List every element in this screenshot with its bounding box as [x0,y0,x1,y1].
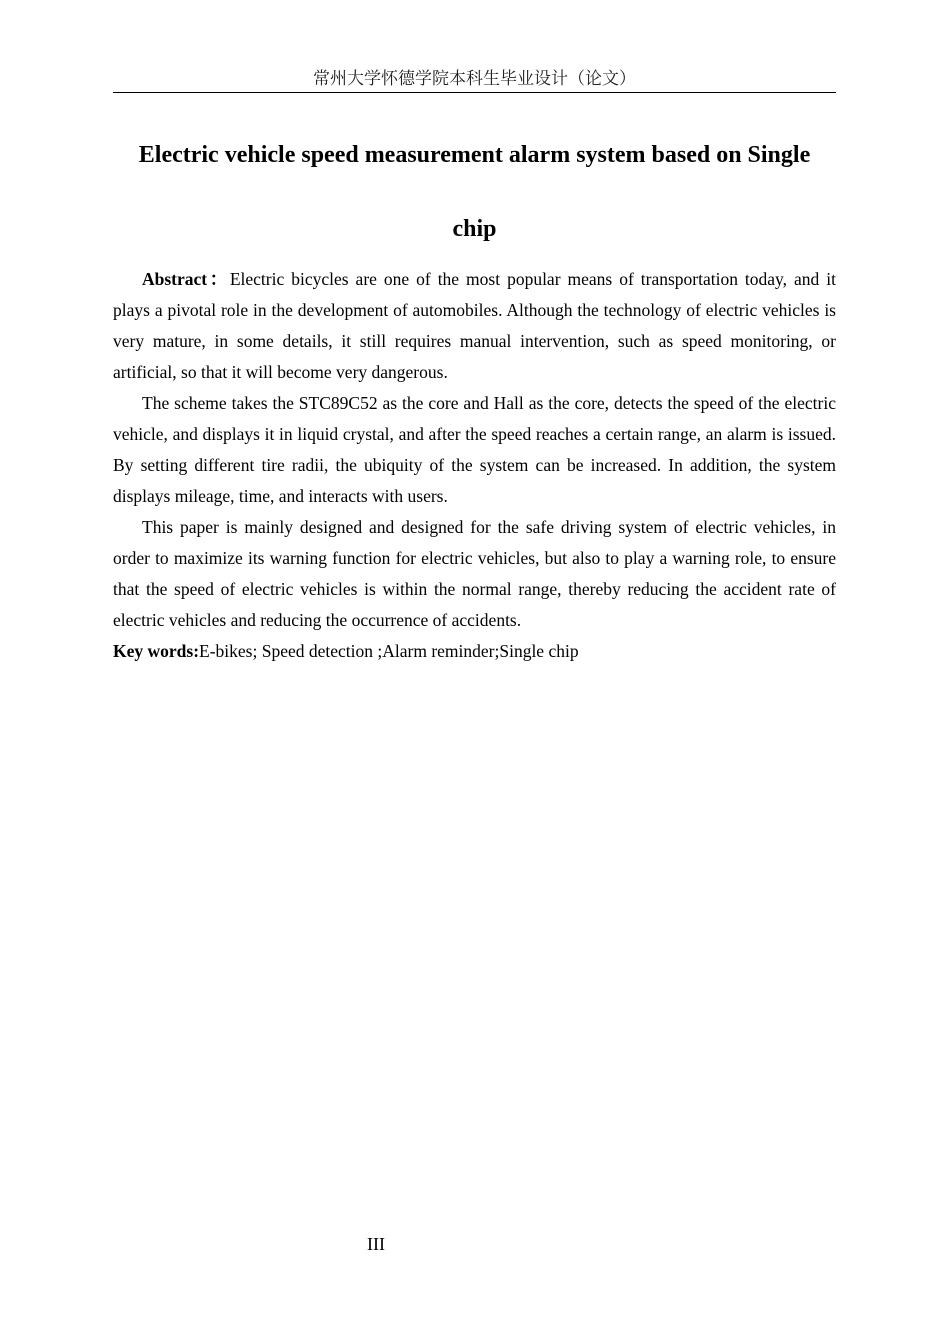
title-line-2: chip [452,216,497,242]
abstract-paragraph-1 [113,264,836,388]
paper-title [113,118,836,266]
keywords-line [113,636,836,667]
abstract-paragraph-2: The scheme takes the STC89C52 as the core and Hall as the core, detects the speed of the electric vehicle, and displays it in liquid crystal, and after the speed reaches a certain range, an alarm is issued. By setting different tire radii, the ubiquity of the system can be increased. In addition, the system displays mileage, time, and interacts with users. [113,393,836,506]
title-line-1: Electric vehicle speed measurement alarm system based on Single [138,142,811,168]
keywords-label: Key words: [113,641,200,661]
page-number: III [367,1234,385,1254]
abstract-section [113,264,836,667]
keywords-text: E-bikes; Speed detection ;Alarm reminder;Single chip [199,641,579,661]
abstract-label: Abstract： [142,269,230,289]
abstract-p1-text: Electric bicycles are one of the most popular means of transportation today, and it plays a pivotal role in the development of automobiles. Although the technology of electric vehicles is very mature, in some details, it still requires manual intervention, such as speed monitoring, or artificial, so that it will become very dangerous. [113,269,836,382]
header-text: 常州大学怀德学院本科生毕业设计（论文） [313,69,636,89]
page-header [113,66,836,93]
abstract-paragraph-3: This paper is mainly designed and designed for the safe driving system of electric vehicles, in order to maximize its warning function for electric vehicles, but also to play a warning role, to ensure that the speed of electric vehicles is within the normal range, thereby reducing the accident rate of electric vehicles and reducing the occurrence of accidents. [113,517,836,630]
